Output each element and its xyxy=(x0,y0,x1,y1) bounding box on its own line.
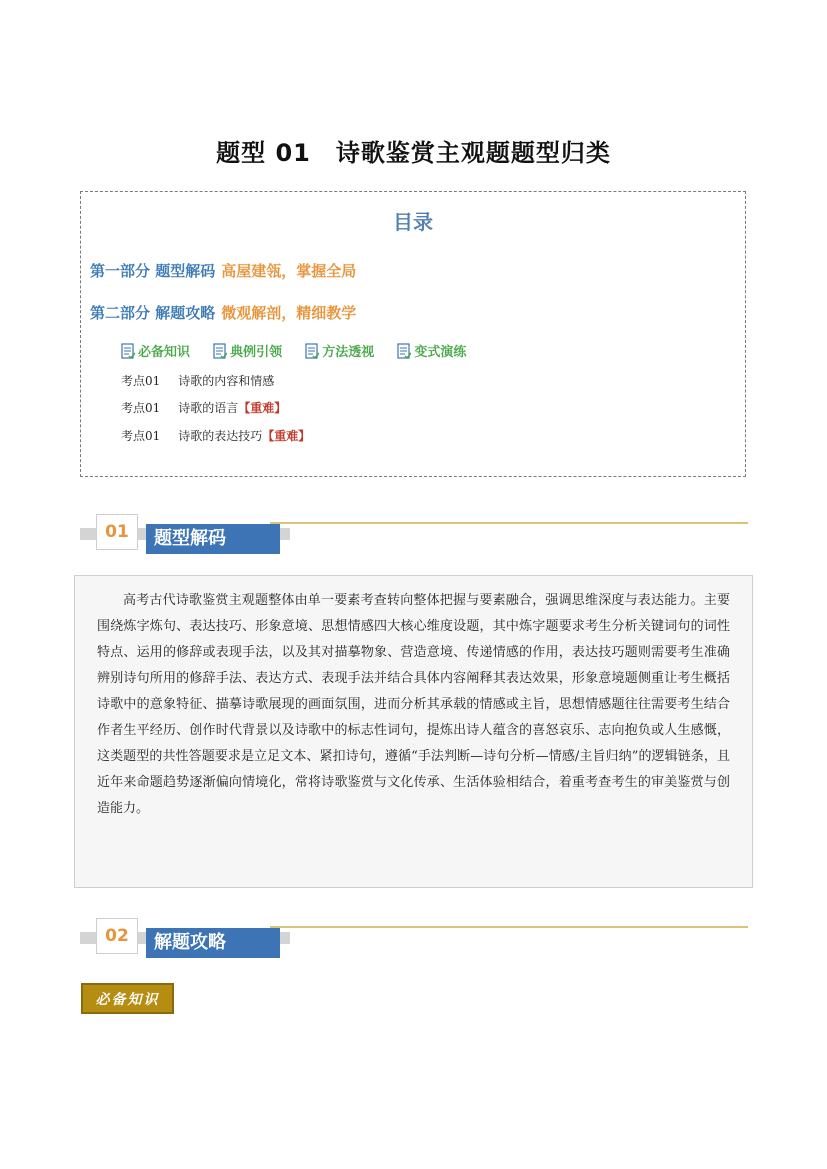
toc-item-tag: 【重难】 xyxy=(238,401,287,415)
section-number: 02 xyxy=(96,918,138,954)
section-number: 01 xyxy=(96,514,138,550)
toc-tag-label: 变式演练 xyxy=(414,345,467,360)
table-of-contents xyxy=(80,191,746,477)
page-title: 题型 01 诗歌鉴赏主观题题型归类 xyxy=(216,139,611,167)
section-header-2 xyxy=(80,918,748,962)
toc-part-2[interactable] xyxy=(90,302,356,323)
document-icon xyxy=(397,343,411,359)
toc-tag-required-knowledge[interactable] xyxy=(121,341,190,360)
toc-item-text: 诗歌的表达技巧 xyxy=(178,429,263,443)
toc-item-text: 诗歌的语言 xyxy=(178,401,239,415)
document-icon xyxy=(121,343,135,359)
toc-tag-practice[interactable] xyxy=(397,341,466,360)
toc-item[interactable] xyxy=(121,427,310,444)
toc-tag-label: 典例引领 xyxy=(230,345,283,360)
section-header-1 xyxy=(80,514,748,558)
toc-tags xyxy=(121,341,484,361)
intro-box xyxy=(74,575,753,888)
toc-part-label: 第一部分 题型解码 xyxy=(90,262,216,280)
toc-tag-method[interactable] xyxy=(305,341,374,360)
section-title: 解题攻略 xyxy=(146,928,280,958)
divider-line xyxy=(270,926,748,928)
toc-item-text: 诗歌的内容和情感 xyxy=(178,374,275,388)
toc-item-tag: 【重难】 xyxy=(262,429,311,443)
toc-item[interactable] xyxy=(121,372,274,389)
required-knowledge-badge: 必备知识 xyxy=(81,983,174,1014)
toc-item-number: 考点01 xyxy=(121,429,161,443)
toc-tag-label: 方法透视 xyxy=(322,345,375,360)
toc-item-number: 考点01 xyxy=(121,374,161,388)
toc-part-subtitle: 微观解剖，精细教学 xyxy=(221,304,357,322)
toc-part-1[interactable] xyxy=(90,260,356,281)
toc-item-number: 考点01 xyxy=(121,401,161,415)
document-icon xyxy=(213,343,227,359)
toc-tag-example[interactable] xyxy=(213,341,282,360)
toc-part-label: 第二部分 解题攻略 xyxy=(90,304,216,322)
toc-tag-label: 必备知识 xyxy=(138,345,191,360)
toc-item[interactable] xyxy=(121,399,286,416)
divider-line xyxy=(270,522,748,524)
toc-heading: 目录 xyxy=(393,210,433,234)
intro-paragraph: 高考古代诗歌鉴赏主观题整体由单一要素考查转向整体把握与要素融合，强调思维深度与表达能力。主要围绕炼字炼句、表达技巧、形象意境、思想情感四大核心维度设题，其中炼字题要求考生分析关键词句的词性特点、运用的修辞或表现手法，以及其对描摹物象、营造意境、传递情感的作用，表达技巧题则需要考生准确辨别诗句所用的修辞手法、表达方式、表现手法并结合具体内容阐释其表达效果，形象意境题侧重让考生概括诗歌中的意象特征、描摹诗歌展现的画面氛围，进而分析其承载的情感或主旨，思想情感题往往需要考生结合作者生平经历、创作时代背景以及诗歌中的标志性词句，提炼出诗人蕴含的喜怒哀乐、志向抱负或人生感慨，这类题型的共性答题要求是立足文本、紧扣诗句，遵循“手法判断—诗句分析—情感/主旨归纳”的逻辑链条，且近年来命题趋势逐渐偏向情境化，常将诗歌鉴赏与文化传承、生活体验相结合，着重考查考生的审美鉴赏与创造能力。 xyxy=(97,593,730,816)
toc-part-subtitle: 高屋建瓴，掌握全局 xyxy=(221,262,357,280)
document-icon xyxy=(305,343,319,359)
section-title: 题型解码 xyxy=(146,524,280,554)
